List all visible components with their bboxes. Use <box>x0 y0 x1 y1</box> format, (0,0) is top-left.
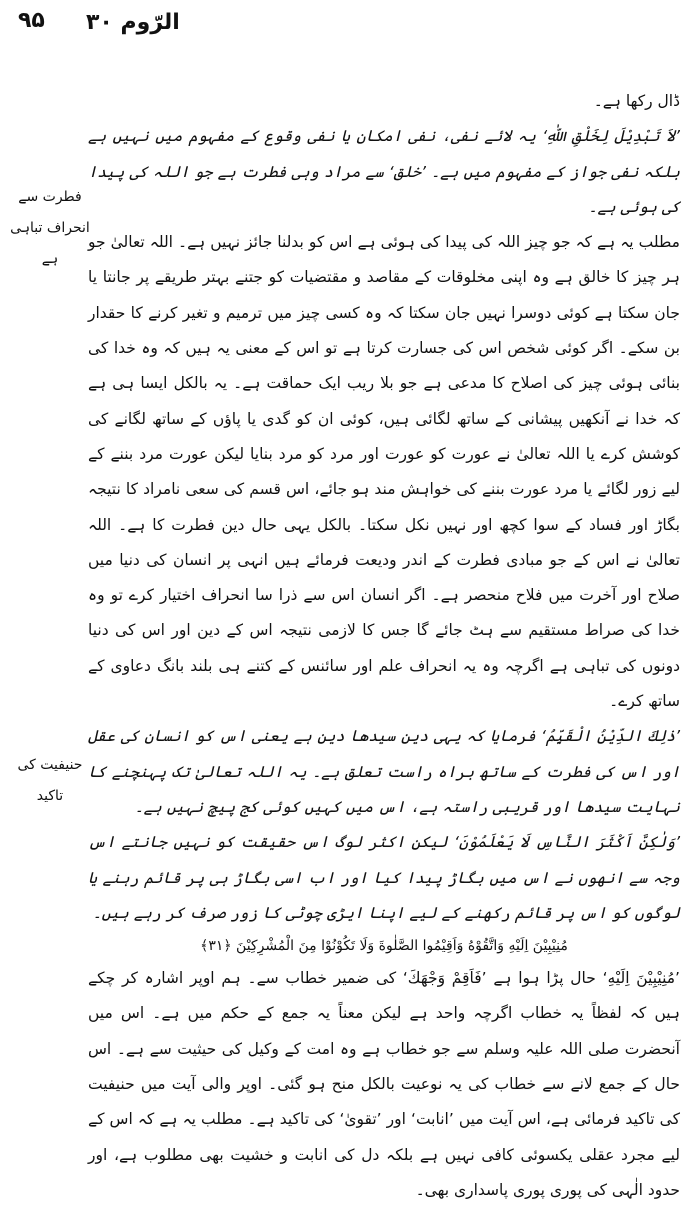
page-number: ۹۵ <box>18 8 45 33</box>
paragraph: مطلب یہ ہے کہ جو چیز اللہ کی پیدا کی ہوئی ہے اس کو بدلنا جائز نہیں ہے۔ اللہ تعالیٰ جو ہر چیز کا خالق ہے وہ اپنی مخلوقات کے مقاصد و مقتضیات کو جتنے بہتر طریقے پر جانتا یا جان سکتا ہے کوئی دوسرا نہیں جان سکتا کہ وہ کسی چیز میں ترمیم و تغیر کرنے کا حقدار بن سکے۔ اگر کوئی شخص اس کی جسارت کرتا ہے تو اس کے معنی یہ ہیں کہ وہ خدا کی بنائی ہوئی چیز کی اصلاح کا مدعی ہے جو بلا ریب ایک حماقت ہے۔ یہ بالکل ایسا ہی ہے کہ خدا نے آنکھیں پیشانی کے ساتھ لگائی ہیں، کوئی ان کو گدی یا پاؤں کے ساتھ لگانے کی کوشش کرے یا اللہ تعالیٰ نے عورت کو عورت اور مرد کو مرد بنایا لیکن عورت مرد بننے کے لیے زور لگائے یا مرد عورت بننے کی خواہش مند ہو جائے، اس قسم کی سعی نامراد کا نتیجہ بگاڑ اور فساد کے سوا کچھ اور نہیں نکل سکتا۔ بالکل یہی حال دین فطرت کا ہے۔ اللہ تعالیٰ نے اس کے جو مبادی فطرت کے اندر ودیعت فرمائے ہیں انہی پر انسان کی دنیا میں صلاح اور آخرت میں فلاح منحصر ہے۔ اگر انسان اس سے ذرا سا انحراف اختیار کرے تو وہ خدا کی صراط مستقیم سے ہٹ جائے گا جس کا لازمی نتیجہ اس کے دین اور اس کی دنیا دونوں کی تباہی ہے اگرچہ وہ یہ انحراف علم اور سائنس کے کتنے ہی بلند بانگ دعاوی کے ساتھ کرے۔ <box>88 233 680 711</box>
quranic-verse: مُنِيْبِيْنَ اِلَيْهِ وَاتَّقُوْهُ وَاَقِيْمُوا الصَّلٰوةَ وَلَا تَكُوْنُوْا مِنَ الْمُشْرِكِيْنَ ﴿۳۱﴾ <box>200 938 568 955</box>
paragraph: ’وَلٰكِنَّ اَكْثَرَ النَّاسِ لَا يَعْلَمُوْنَ‘ لیکن اکثر لوگ اس حقیقت کو نہیں جانتے اس وجہ سے انھوں نے اس میں بگاڑ پیدا کیا اور اب اسی بگاڑ ہی پر قائم رہنے یا لوگوں کو اس پر قائم رکھنے کے لیے اپنا ایڑی چوٹی کا زور صرف کر رہے ہیں۔ <box>88 833 680 922</box>
margin-note: حنیفیت کی تاکید <box>17 757 83 804</box>
main-text <box>88 84 680 1208</box>
margin-note: فطرت سے انحراف تباہی ہے <box>10 189 90 267</box>
paragraph: ڈال رکھا ہے۔ <box>593 92 680 110</box>
paragraph: ’مُنِيْبِيْنَ اِلَيْهِ‘ حال پڑا ہوا ہے ’فَاَقِمْ وَجْهَكَ‘ کی ضمیر خطاب سے۔ ہم اوپر اشارہ کر چکے ہیں کہ لفظاً یہ خطاب اگرچہ واحد ہے لیکن معناً یہ جمع کے حکم میں ہے۔ اس میں آنحضرت صلی اللہ علیہ وسلم سے جو خطاب ہے وہ امت کے وکیل کی حیثیت سے ہے۔ اس حال کے جمع لانے سے خطاب کی یہ نوعیت بالکل منح ہو گئی۔ اوپر والی آیت میں حنیفیت کی تاکید فرمائی ہے، اس آیت میں ’انابت‘ اور ’تقویٰ‘ کی تاکید ہے۔ مطلب یہ ہے کہ اس کے لیے مجرد عقلی یکسوئی کافی نہیں ہے بلکہ دل کی انابت و خشیت بھی مطلوب ہے، اور حدود الٰہی کی پوری پوری پاسداری بھی۔ <box>88 969 680 1199</box>
page-header <box>0 8 700 48</box>
paragraph: ’لاَ تَبْدِيْلَ لِخَلْقِ اللّٰهِ‘ یہ لائے نفی، نفی امکان یا نفی وقوع کے مفہوم میں نہیں ہے بلکہ نفی جواز کے مفہوم میں ہے۔ ’خلق‘ سے مراد وہی فطرت ہے جو اللہ کی پیدا کی ہوئی ہے۔ <box>88 127 680 216</box>
surah-title: الرّوم ۳۰ <box>86 10 180 35</box>
paragraph: ’ذٰلِكَ الدِّيْنُ الْقَيِّمُ‘ فرمایا کہ یہی دین سیدھا دین ہے یعنی اس کو انسان کی عقل اور اس کی فطرت کے ساتھ براہ راست تعلق ہے۔ یہ اللہ تعالیٰ تک پہنچنے کا نہایت سیدھا اور قریبی راستہ ہے، اس میں کہیں کوئی کج پیچ نہیں ہے۔ <box>88 727 680 816</box>
